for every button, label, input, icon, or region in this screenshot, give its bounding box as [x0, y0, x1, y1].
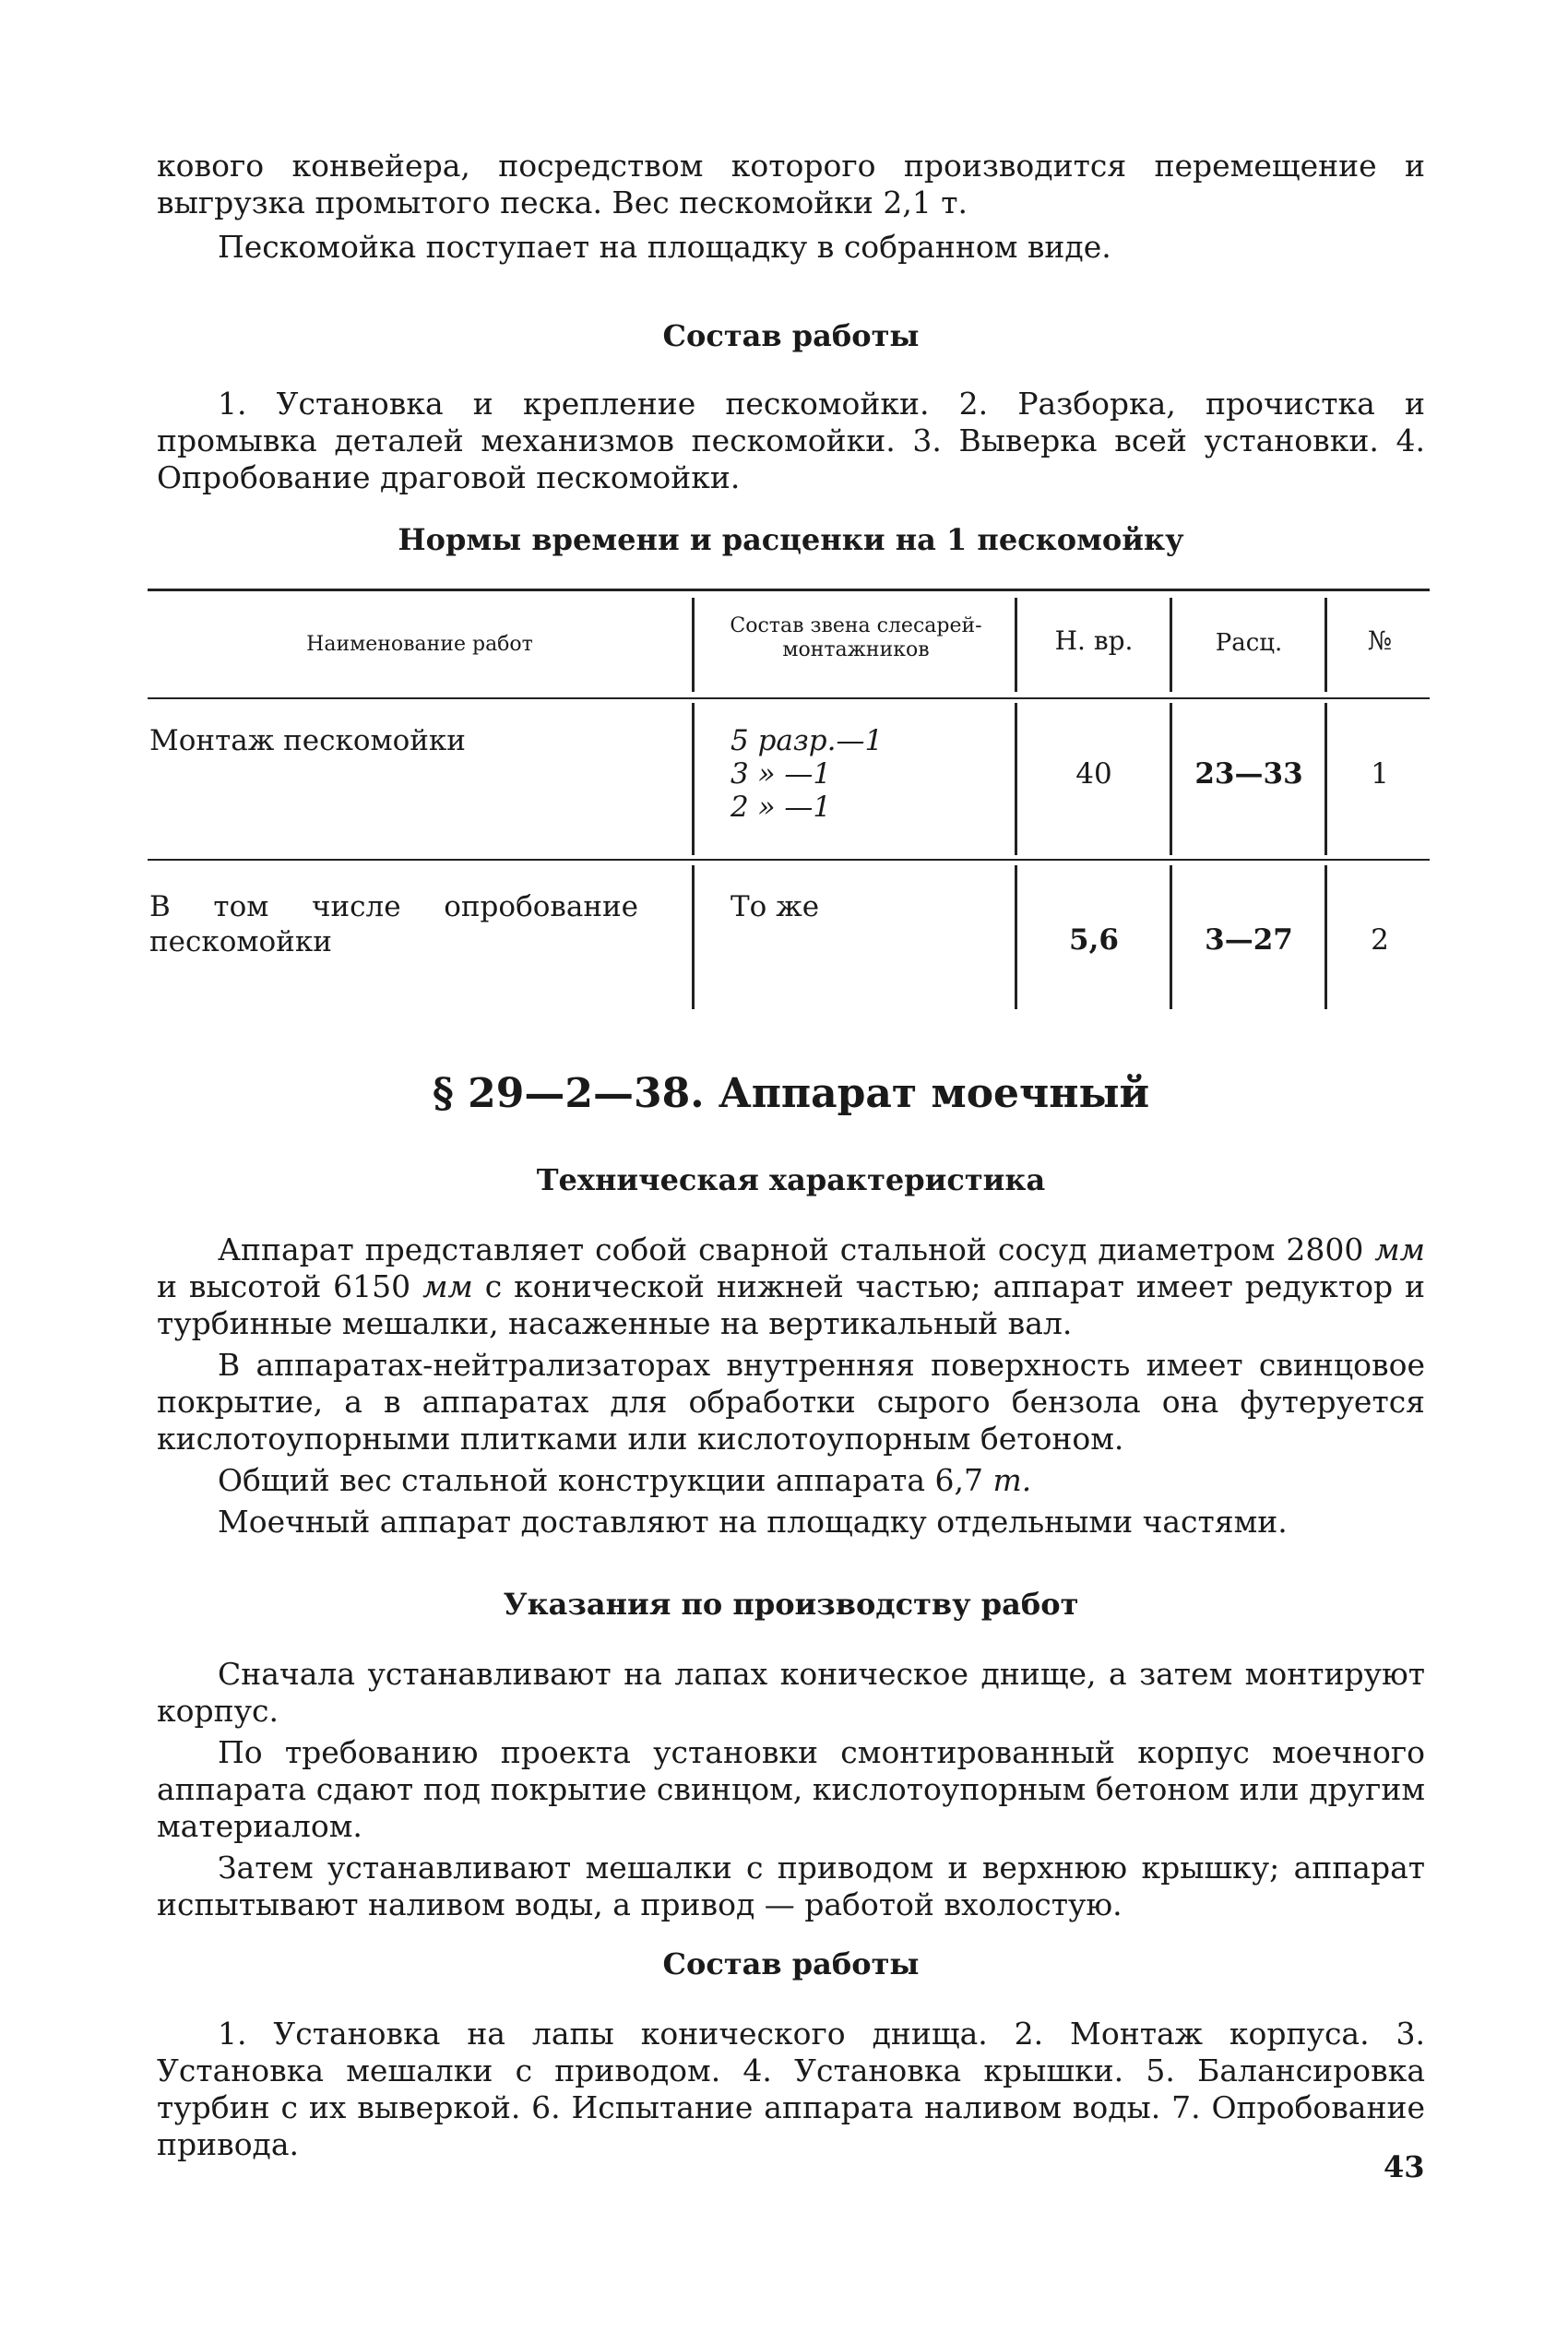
row2-work-name: В том числе опробование пескомойки	[149, 890, 638, 958]
row1-number: 1	[1371, 757, 1389, 791]
table-top-rule	[148, 589, 1430, 591]
table-row-rule	[148, 859, 1430, 861]
work-composition-heading-2: Состав работы	[662, 1946, 920, 1981]
header-rate: Расц.	[1215, 629, 1283, 657]
table-vline	[1324, 598, 1327, 692]
table-vline	[692, 703, 695, 855]
instructions-heading: Указания по производству работ	[503, 1587, 1079, 1622]
table-vline	[1170, 703, 1172, 855]
work-composition-text: 1. Установка и крепление пескомойки. 2. Разборка, прочистка и промывка деталей механизмов пескомойки. 3. Выверка всей установки. 4. Опробование драговой пескомойки.	[157, 386, 1425, 495]
section-title: § 29—2—38. Аппарат моечный	[432, 1070, 1150, 1117]
instructions-paragraph-1: Сначала устанавливают на лапах коническое днище, а затем монтируют корпус.	[157, 1656, 1425, 1729]
work-composition-text-2: 1. Установка на лапы конического днища. 2. Монтаж корпуса. 3. Установка мешалки с приводом. 4. Установка крышки. 5. Балансировка турбин с их выверкой. 6. Испытание аппарата наливом воды. 7. Опробование привода.	[157, 2016, 1425, 2162]
table-vline	[1324, 703, 1327, 855]
row1-rate: 23—33	[1194, 757, 1303, 791]
row2-norm: 5,6	[1069, 923, 1119, 957]
table-vline	[692, 865, 695, 1009]
row1-norm: 40	[1075, 757, 1112, 791]
page-number: 43	[1384, 2149, 1425, 2184]
header-number: №	[1367, 625, 1393, 656]
table-title: Нормы времени и расценки на 1 пескомойку	[398, 522, 1184, 557]
row1-work-name: Монтаж пескомойки	[149, 724, 466, 757]
norms-table	[148, 589, 1430, 1013]
table-header-rule	[148, 697, 1430, 699]
row1-crew-line2: 3 » —1	[731, 757, 832, 791]
row1-crew-line3: 2 » —1	[731, 791, 832, 824]
header-crew: Состав звена слесарей-монтажников	[730, 614, 982, 661]
table-vline	[1015, 703, 1017, 855]
intro-paragraph-1: кового конвейера, посредством которого производится перемещение и выгрузка промытого песка. Вес пескомойки 2,1 т.	[157, 148, 1425, 220]
row2-rate: 3—27	[1205, 923, 1293, 957]
tech-paragraph-1: Аппарат представляет собой сварной стальной сосуд диаметром 2800 мм и высотой 6150 мм с конической нижней частью; аппарат имеет редуктор и турбинные мешалки, насаженные на вертикальный вал.	[157, 1231, 1425, 1341]
instructions-paragraph-2: По требованию проекта установки смонтированный корпус моечного аппарата сдают под покрытие свинцом, кислотоупорным бетоном или другим материалом.	[157, 1734, 1425, 1844]
intro-paragraph-2: Пескомойка поступает на площадку в собранном виде.	[218, 229, 1111, 265]
tech-spec-heading: Техническая характеристика	[536, 1162, 1046, 1197]
table-vline	[1324, 865, 1327, 1009]
table-vline	[1015, 865, 1017, 1009]
tech-paragraph-2: В аппаратах-нейтрализаторах внутренняя поверхность имеет свинцовое покрытие, а в аппаратах для обработки сырого бензола она футеруется кислотоупорными плитками или кислотоупорным бетоном.	[157, 1347, 1425, 1457]
header-work-name: Наименование работ	[306, 633, 533, 656]
tech-paragraph-3: Общий вес стальной конструкции аппарата 6,7 т.	[218, 1462, 1032, 1498]
row2-number: 2	[1371, 923, 1389, 957]
section-heading-work-composition: Состав работы	[662, 318, 920, 353]
instructions-paragraph-3: Затем устанавливают мешалки с приводом и верхнюю крышку; аппарат испытывают наливом воды, а привод — работой вхолостую.	[157, 1850, 1425, 1922]
table-vline	[692, 598, 695, 692]
row2-crew: То же	[731, 890, 820, 923]
table-vline	[1170, 865, 1172, 1009]
header-norm: Н. вр.	[1054, 625, 1134, 656]
table-vline	[1015, 598, 1017, 692]
tech-paragraph-4: Моечный аппарат доставляют на площадку отдельными частями.	[218, 1504, 1288, 1540]
row1-crew-line1: 5 разр.—1	[731, 724, 884, 757]
table-vline	[1170, 598, 1172, 692]
